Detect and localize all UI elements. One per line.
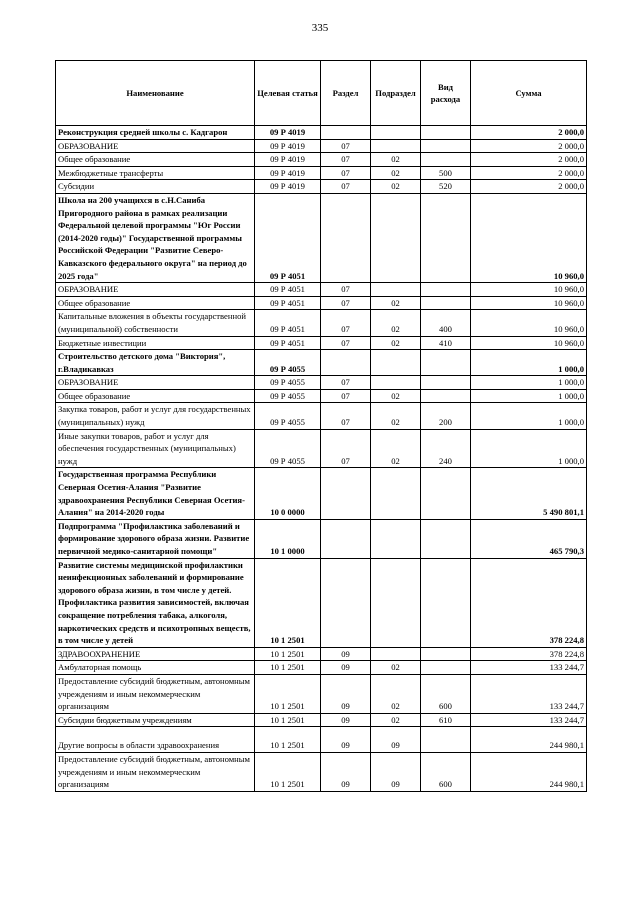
row-expense-type-cell [421, 519, 471, 558]
header-code: Целевая статья [255, 61, 321, 126]
row-code-cell: 10 1 0000 [255, 519, 321, 558]
row-name-cell: Другие вопросы в области здравоохранения [56, 727, 255, 753]
table-row [56, 193, 587, 282]
row-expense-type-cell: 400 [421, 310, 471, 336]
row-section-cell: 07 [321, 180, 371, 194]
row-subsection-cell [371, 468, 421, 519]
row-section-cell: 07 [321, 389, 371, 403]
row-name-cell: ОБРАЗОВАНИЕ [56, 139, 255, 153]
row-code-cell: 10 1 2501 [255, 661, 321, 675]
row-subsection-cell: 02 [371, 403, 421, 429]
table-header-row [56, 61, 587, 126]
row-name-cell: Общее образование [56, 296, 255, 310]
row-section-cell: 07 [321, 153, 371, 167]
row-subsection-cell: 02 [371, 180, 421, 194]
row-amount-cell: 2 000,0 [471, 153, 587, 167]
row-expense-type-cell: 500 [421, 166, 471, 180]
page-number: 335 [311, 22, 329, 34]
row-name-cell: Предоставление субсидий бюджетным, автономным учреждениям и иным некоммерческим организациям [56, 752, 255, 791]
row-amount-cell: 1 000,0 [471, 350, 587, 376]
row-expense-type-cell: 520 [421, 180, 471, 194]
row-name-cell: Субсидии [56, 180, 255, 194]
row-amount-cell: 2 000,0 [471, 126, 587, 140]
row-name-cell: Закупка товаров, работ и услуг для государственных (муниципальных) нужд [56, 403, 255, 429]
row-subsection-cell: 09 [371, 752, 421, 791]
row-amount-cell: 133 244,7 [471, 661, 587, 675]
row-subsection-cell: 02 [371, 674, 421, 713]
table-row [56, 376, 587, 390]
table-row [56, 283, 587, 297]
row-expense-type-cell: 200 [421, 403, 471, 429]
row-expense-type-cell: 410 [421, 336, 471, 350]
row-name-cell: Реконструкция средней школы с. Кадгарон [56, 126, 255, 140]
row-code-cell: 09 Р 4019 [255, 180, 321, 194]
row-code-cell: 09 Р 4055 [255, 376, 321, 390]
row-name-cell: Подпрограмма "Профилактика заболеваний и формирование здорового образа жизни. Развитие первичной медико-санитарной помощи" [56, 519, 255, 558]
row-subsection-cell [371, 647, 421, 661]
row-section-cell: 09 [321, 752, 371, 791]
table-row [56, 126, 587, 140]
row-section-cell: 07 [321, 336, 371, 350]
row-code-cell: 09 Р 4051 [255, 310, 321, 336]
row-expense-type-cell [421, 376, 471, 390]
row-code-cell: 10 1 2501 [255, 558, 321, 647]
row-section-cell [321, 519, 371, 558]
row-name-cell: Межбюджетные трансферты [56, 166, 255, 180]
table-row [56, 752, 587, 791]
row-code-cell: 09 Р 4055 [255, 389, 321, 403]
row-subsection-cell: 02 [371, 153, 421, 167]
header-subsection: Подраздел [371, 61, 421, 126]
row-subsection-cell [371, 139, 421, 153]
row-expense-type-cell [421, 727, 471, 753]
row-code-cell: 09 Р 4019 [255, 166, 321, 180]
row-section-cell [321, 468, 371, 519]
row-expense-type-cell: 600 [421, 752, 471, 791]
row-subsection-cell: 02 [371, 310, 421, 336]
row-expense-type-cell [421, 139, 471, 153]
table-row [56, 713, 587, 727]
row-subsection-cell: 02 [371, 336, 421, 350]
row-code-cell: 09 Р 4051 [255, 193, 321, 282]
row-section-cell: 09 [321, 647, 371, 661]
row-subsection-cell [371, 126, 421, 140]
table-row [56, 166, 587, 180]
row-amount-cell: 10 960,0 [471, 283, 587, 297]
row-code-cell: 10 1 2501 [255, 713, 321, 727]
table-row [56, 468, 587, 519]
header-section: Раздел [321, 61, 371, 126]
row-section-cell: 07 [321, 376, 371, 390]
row-expense-type-cell [421, 647, 471, 661]
row-section-cell: 09 [321, 674, 371, 713]
row-amount-cell: 2 000,0 [471, 139, 587, 153]
budget-table-body [56, 126, 587, 792]
row-amount-cell: 10 960,0 [471, 310, 587, 336]
row-code-cell: 10 0 0000 [255, 468, 321, 519]
row-code-cell: 09 Р 4019 [255, 153, 321, 167]
row-section-cell: 07 [321, 296, 371, 310]
row-subsection-cell [371, 283, 421, 297]
row-section-cell: 07 [321, 403, 371, 429]
row-code-cell: 09 Р 4051 [255, 336, 321, 350]
row-subsection-cell: 02 [371, 166, 421, 180]
row-section-cell: 09 [321, 713, 371, 727]
row-section-cell [321, 558, 371, 647]
table-row [56, 558, 587, 647]
header-amount: Сумма [471, 61, 587, 126]
row-subsection-cell: 02 [371, 389, 421, 403]
row-section-cell: 09 [321, 661, 371, 675]
row-section-cell: 07 [321, 310, 371, 336]
row-amount-cell: 2 000,0 [471, 180, 587, 194]
header-expense-type: Вид расхода [421, 61, 471, 126]
table-row [56, 139, 587, 153]
row-name-cell: Капитальные вложения в объекты государственной (муниципальной) собственности [56, 310, 255, 336]
row-subsection-cell: 09 [371, 727, 421, 753]
row-subsection-cell [371, 519, 421, 558]
row-code-cell: 09 Р 4051 [255, 283, 321, 297]
row-code-cell: 09 Р 4051 [255, 296, 321, 310]
row-code-cell: 10 1 2501 [255, 674, 321, 713]
row-code-cell: 09 Р 4055 [255, 429, 321, 468]
row-name-cell: Развитие системы медицинской профилактики неинфекционных заболеваний и формирование здорового образа жизни, в том числе у детей. Профилактика развития зависимостей, включая сокращение потребления табака, алкоголя, наркотических средств и психотропных веществ, в том числе у детей [56, 558, 255, 647]
row-name-cell: Государственная программа Республики Северная Осетия-Алания "Развитие здравоохранения Республики Северная Осетия-Алания" на 2014-2020 годы [56, 468, 255, 519]
row-amount-cell: 133 244,7 [471, 674, 587, 713]
row-amount-cell: 244 980,1 [471, 752, 587, 791]
row-expense-type-cell [421, 283, 471, 297]
row-expense-type-cell: 600 [421, 674, 471, 713]
table-row [56, 336, 587, 350]
row-section-cell: 07 [321, 429, 371, 468]
row-amount-cell: 2 000,0 [471, 166, 587, 180]
row-expense-type-cell: 610 [421, 713, 471, 727]
row-amount-cell: 10 960,0 [471, 336, 587, 350]
row-section-cell: 07 [321, 166, 371, 180]
row-amount-cell: 133 244,7 [471, 713, 587, 727]
row-section-cell [321, 126, 371, 140]
table-row [56, 429, 587, 468]
row-subsection-cell: 02 [371, 661, 421, 675]
row-expense-type-cell [421, 193, 471, 282]
row-name-cell: ОБРАЗОВАНИЕ [56, 376, 255, 390]
table-row [56, 350, 587, 376]
row-amount-cell: 1 000,0 [471, 403, 587, 429]
row-subsection-cell: 02 [371, 429, 421, 468]
table-row [56, 153, 587, 167]
row-code-cell: 10 1 2501 [255, 727, 321, 753]
row-amount-cell: 10 960,0 [471, 296, 587, 310]
table-row [56, 403, 587, 429]
row-subsection-cell [371, 350, 421, 376]
row-expense-type-cell [421, 468, 471, 519]
table-row [56, 727, 587, 753]
row-subsection-cell: 02 [371, 296, 421, 310]
table-row [56, 180, 587, 194]
row-subsection-cell [371, 193, 421, 282]
row-expense-type-cell: 240 [421, 429, 471, 468]
budget-table [55, 60, 587, 792]
row-amount-cell: 378 224,8 [471, 647, 587, 661]
row-code-cell: 09 Р 4055 [255, 403, 321, 429]
row-code-cell: 10 1 2501 [255, 752, 321, 791]
row-name-cell: Предоставление субсидий бюджетным, автономным учреждениям и иным некоммерческим организациям [56, 674, 255, 713]
table-row [56, 389, 587, 403]
row-name-cell: Субсидии бюджетным учреждениям [56, 713, 255, 727]
row-expense-type-cell [421, 350, 471, 376]
row-name-cell: Общее образование [56, 389, 255, 403]
row-amount-cell: 1 000,0 [471, 389, 587, 403]
row-name-cell: Общее образование [56, 153, 255, 167]
row-expense-type-cell [421, 558, 471, 647]
table-row [56, 674, 587, 713]
header-name: Наименование [56, 61, 255, 126]
row-amount-cell: 378 224,8 [471, 558, 587, 647]
row-expense-type-cell [421, 296, 471, 310]
row-amount-cell: 1 000,0 [471, 376, 587, 390]
table-row [56, 519, 587, 558]
row-name-cell: ОБРАЗОВАНИЕ [56, 283, 255, 297]
row-code-cell: 10 1 2501 [255, 647, 321, 661]
row-code-cell: 09 Р 4019 [255, 139, 321, 153]
table-row [56, 310, 587, 336]
row-section-cell: 07 [321, 283, 371, 297]
row-expense-type-cell [421, 389, 471, 403]
row-amount-cell: 465 790,3 [471, 519, 587, 558]
row-subsection-cell [371, 376, 421, 390]
row-amount-cell: 10 960,0 [471, 193, 587, 282]
row-name-cell: Школа на 200 учащихся в с.Н.Саниба Пригородного района в рамках реализации Федеральной целевой программы "Юг России (2014-2020 годы)" Государственной программы Российской Федерации "Развитие Северо-Кавказского федерального округа" на период до 2025 года" [56, 193, 255, 282]
row-subsection-cell: 02 [371, 713, 421, 727]
table-row [56, 661, 587, 675]
row-expense-type-cell [421, 661, 471, 675]
row-code-cell: 09 Р 4055 [255, 350, 321, 376]
row-name-cell: Иные закупки товаров, работ и услуг для обеспечения государственных (муниципальных) нужд [56, 429, 255, 468]
row-section-cell: 07 [321, 139, 371, 153]
row-name-cell: ЗДРАВООХРАНЕНИЕ [56, 647, 255, 661]
row-name-cell: Бюджетные инвестиции [56, 336, 255, 350]
table-row [56, 647, 587, 661]
row-section-cell [321, 350, 371, 376]
row-section-cell: 09 [321, 727, 371, 753]
row-code-cell: 09 Р 4019 [255, 126, 321, 140]
row-name-cell: Амбулаторная помощь [56, 661, 255, 675]
row-section-cell [321, 193, 371, 282]
table-row [56, 296, 587, 310]
row-expense-type-cell [421, 126, 471, 140]
row-amount-cell: 244 980,1 [471, 727, 587, 753]
row-expense-type-cell [421, 153, 471, 167]
row-amount-cell: 1 000,0 [471, 429, 587, 468]
row-amount-cell: 5 490 801,1 [471, 468, 587, 519]
row-subsection-cell [371, 558, 421, 647]
row-name-cell: Строительство детского дома "Виктория", г.Владикавказ [56, 350, 255, 376]
